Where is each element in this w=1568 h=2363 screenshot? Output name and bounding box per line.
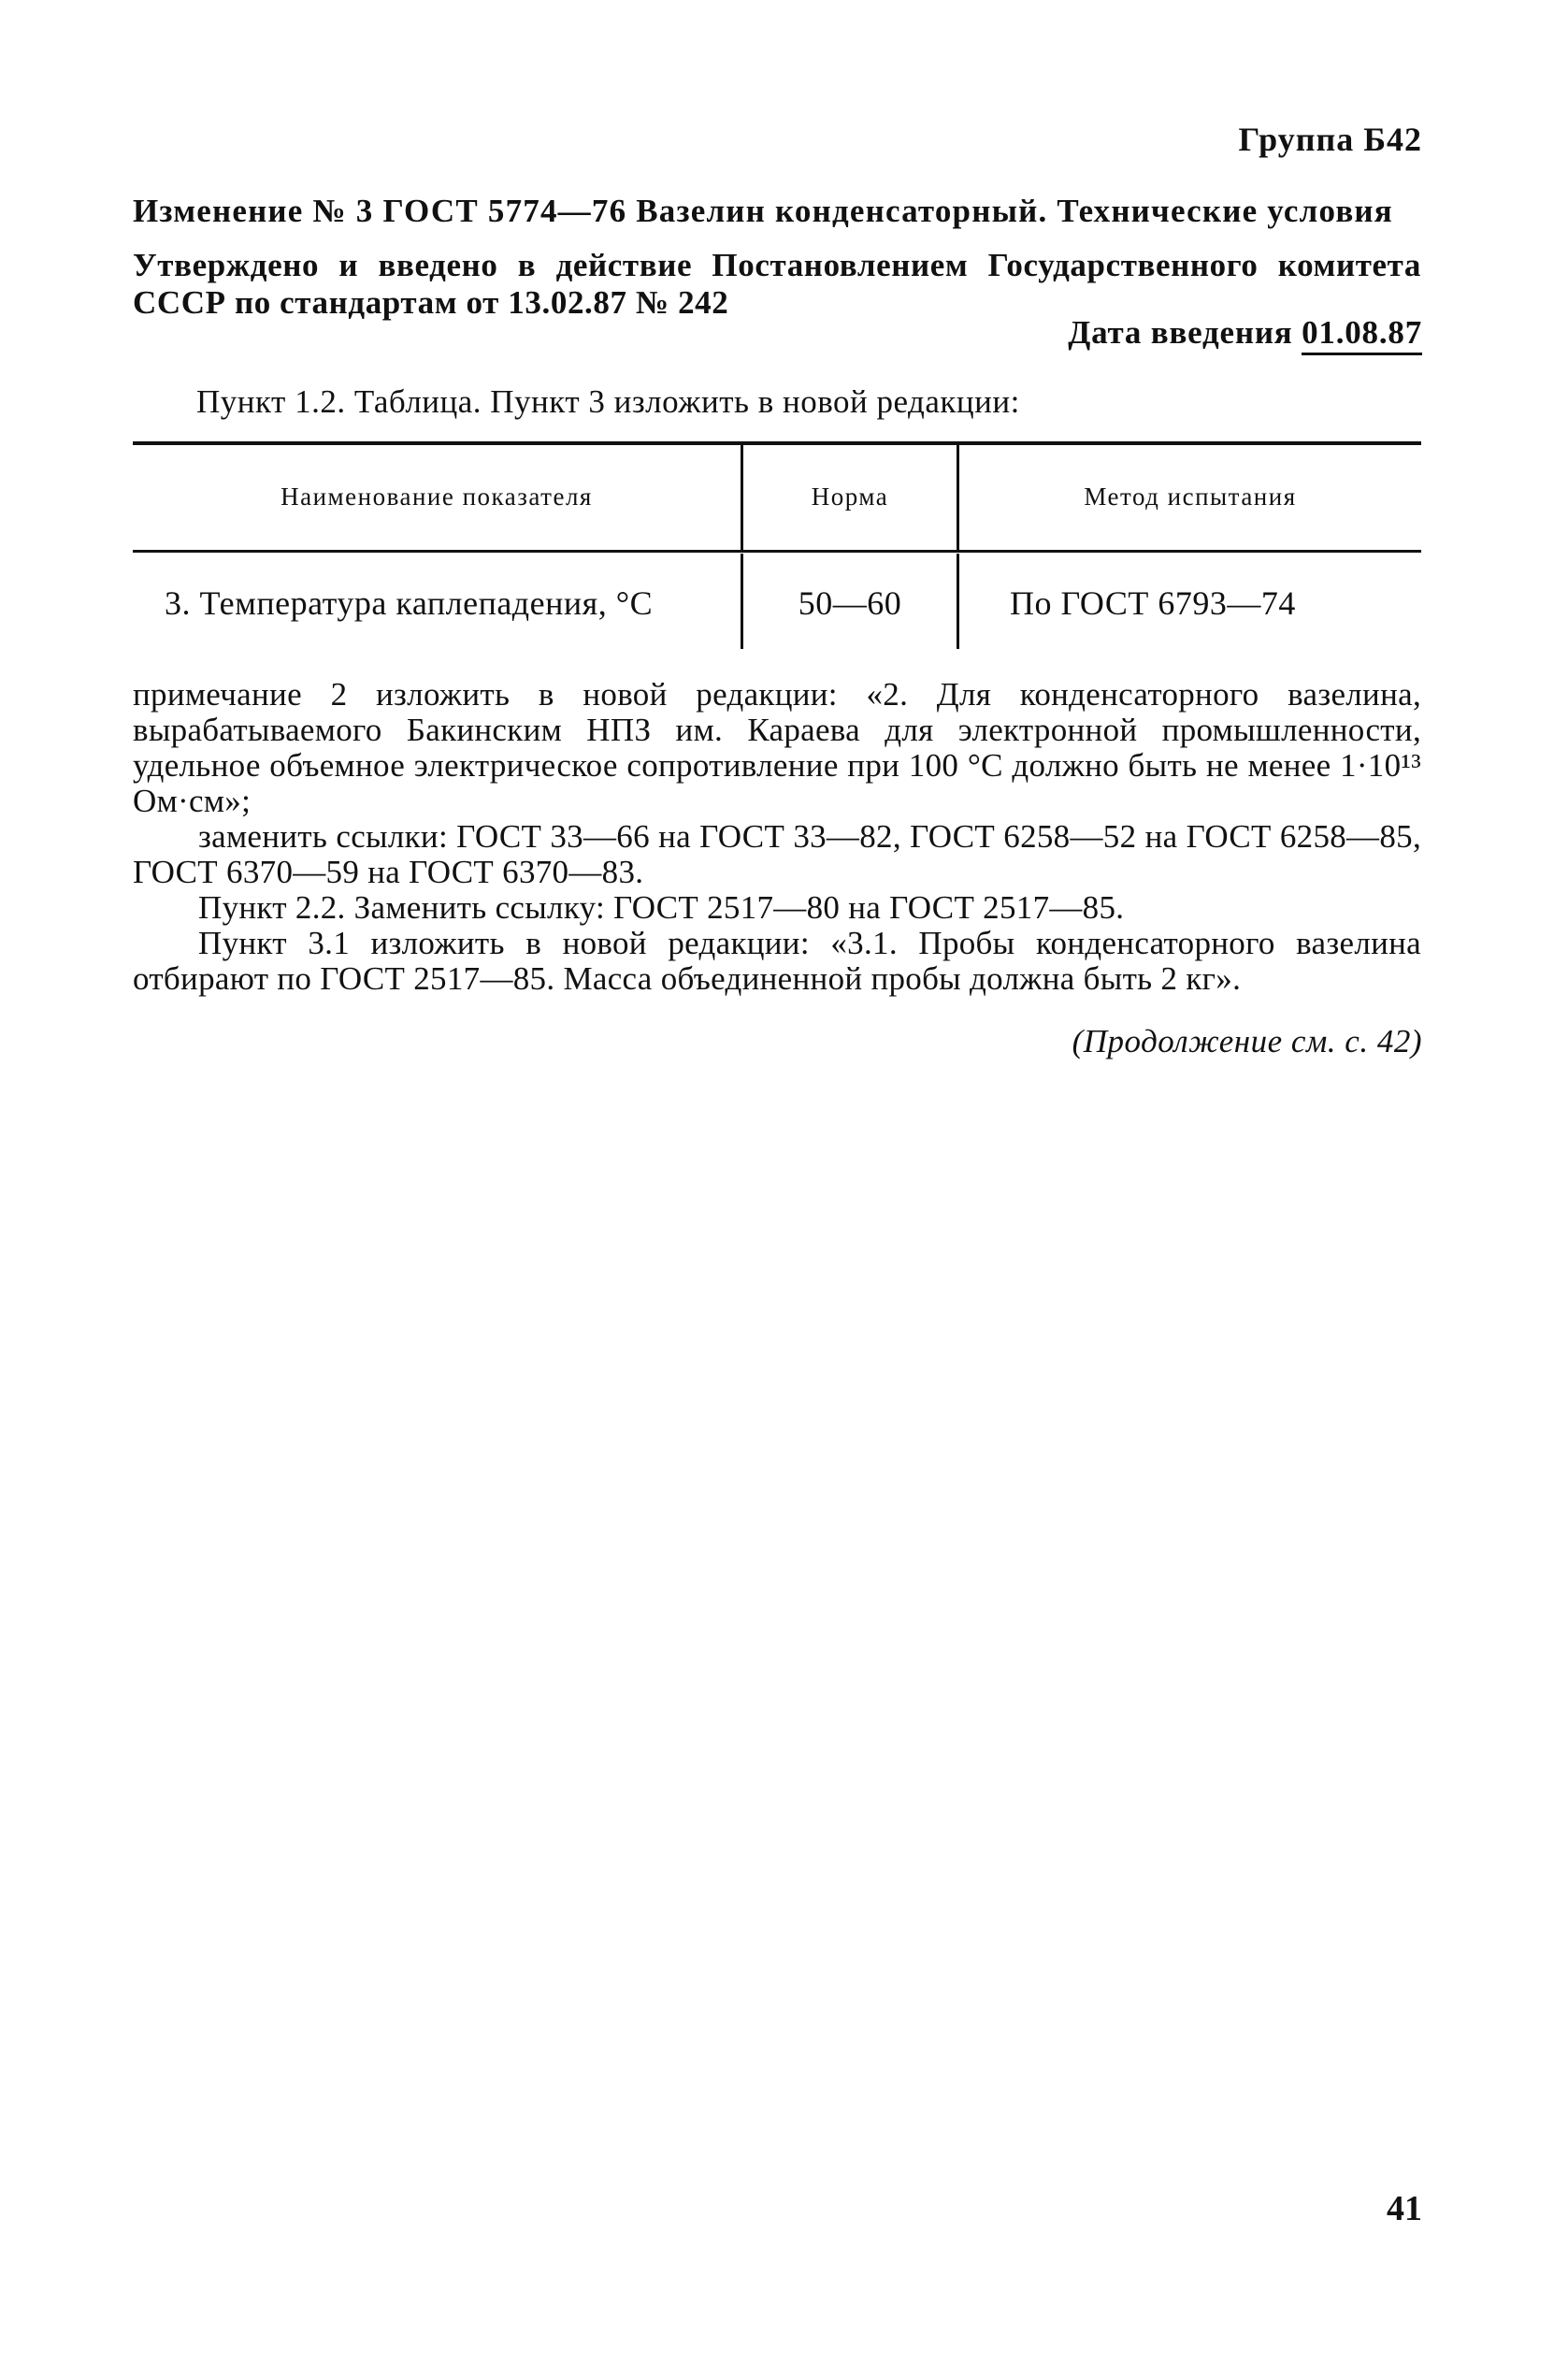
table-intro: Пункт 1.2. Таблица. Пункт 3 изложить в новой редакции: <box>196 383 1020 420</box>
effective-date-label: Дата введения <box>1068 314 1293 351</box>
table-header-cell: Наименование показателя <box>281 483 593 511</box>
page-number: 41 <box>1387 2189 1422 2228</box>
paragraph: Пункт 2.2. Заменить ссылку: ГОСТ 2517—80 на ГОСТ 2517—85. <box>198 889 1125 926</box>
paragraph: Пункт 3.1 изложить в новой редакции: «3.1. Пробы конденсаторного вазелина отбирают по ГОСТ 2517—85. Масса объединенной пробы должна быть 2 кг». <box>133 925 1421 997</box>
amendment-title: Изменение № 3 ГОСТ 5774—76 Вазелин конденсаторный. Технические условия <box>133 193 1393 229</box>
table-header-cell: Норма <box>811 483 889 511</box>
effective-date-value: 01.08.87 <box>1302 314 1422 355</box>
effective-date <box>1068 314 1422 352</box>
table-cell: 3. Температура каплепадения, °С <box>165 584 654 622</box>
table-top-rule <box>133 441 1421 445</box>
paragraph: примечание 2 изложить в новой редакции: «2. Для конденсаторного вазелина, вырабатываемого Бакинским НПЗ им. Караева для электронной промышленности, удельное объемное электрическое сопротивление при 100 °С должно быть не менее 1·10¹³ Ом·см»; <box>133 676 1421 819</box>
table-cell: По ГОСТ 6793—74 <box>1010 584 1296 622</box>
continuation-note: (Продолжение см. с. 42) <box>1072 1023 1422 1059</box>
approval-statement <box>133 247 1421 322</box>
table-header-cell: Метод испытания <box>1084 483 1297 511</box>
table-column-divider <box>957 554 959 649</box>
paragraph: заменить ссылки: ГОСТ 33—66 на ГОСТ 33—82, ГОСТ 6258—52 на ГОСТ 6258—85, ГОСТ 6370—59 на ГОСТ 6370—83. <box>133 818 1421 890</box>
group-code: Группа Б42 <box>1238 121 1422 158</box>
approval-line-1: Утверждено и введено в действие Постановлением Государственного комитета <box>133 247 1421 283</box>
amendment-body <box>133 677 1421 997</box>
approval-line-2: СССР по стандартам от 13.02.87 № 242 <box>133 284 729 321</box>
table-cell: 50—60 <box>798 584 902 622</box>
table-header-rule <box>133 550 1421 553</box>
